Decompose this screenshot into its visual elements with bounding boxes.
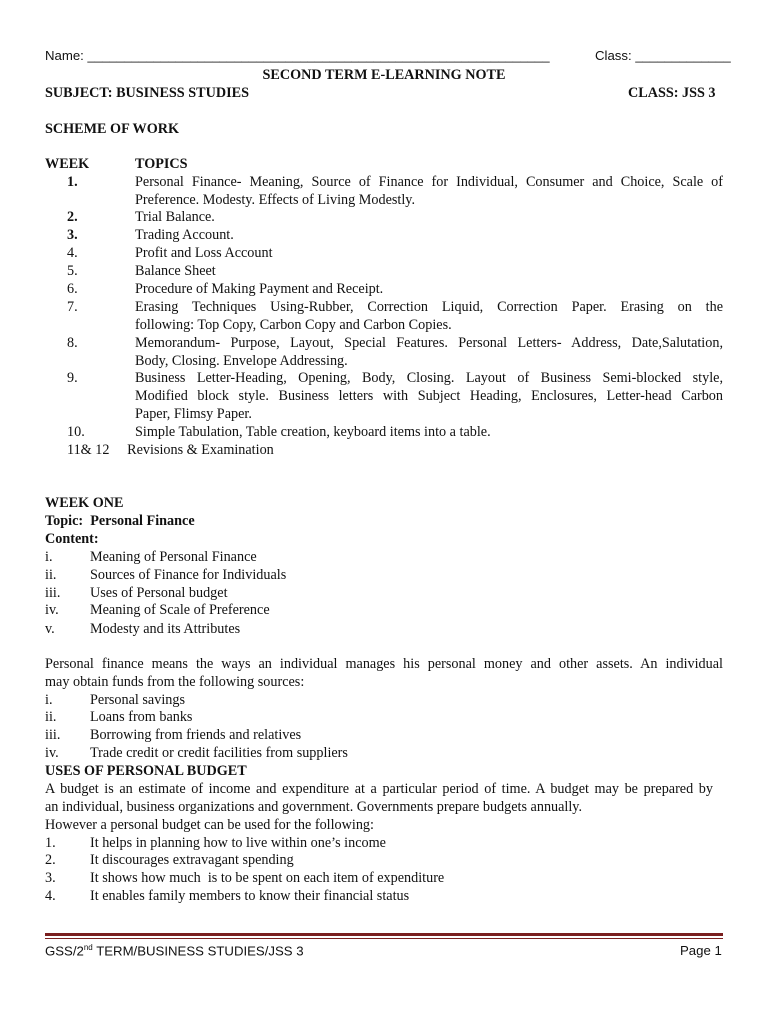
topic-line: Profit and Loss Account	[135, 245, 273, 261]
topic-line: Business Letter-Heading, Opening, Body, Closing. Layout of Business Semi-blocked style,	[135, 370, 723, 386]
footer-rule	[45, 933, 723, 936]
col-topics-header: TOPICS	[135, 156, 188, 172]
list-number: 2.	[45, 852, 56, 868]
week-number: 10.	[67, 424, 85, 440]
topic-line: Preference. Modesty. Effects of Living Modestly.	[135, 192, 415, 208]
col-week-header: WEEK	[45, 156, 90, 172]
topic-line: following: Top Copy, Carbon Copy and Carbon Copies.	[135, 317, 452, 333]
list-item: Uses of Personal budget	[90, 585, 228, 601]
topic-label: Topic: Personal Finance	[45, 513, 195, 529]
topic-line: Trading Account.	[135, 227, 234, 243]
paragraph-line: Personal finance means the ways an individual manages his personal money and other assets. An individual	[45, 656, 723, 672]
list-item: Personal savings	[90, 692, 185, 708]
subject-line: SUBJECT: BUSINESS STUDIES	[45, 85, 249, 101]
topic-line: Trial Balance.	[135, 209, 215, 225]
topic-line: Memorandum- Purpose, Layout, Special Features. Personal Letters- Address, Date,Salutation,	[135, 335, 723, 351]
topic-line: Balance Sheet	[135, 263, 216, 279]
scheme-heading: SCHEME OF WORK	[45, 121, 180, 137]
name-label: Name:	[45, 48, 88, 63]
list-number: iv.	[45, 602, 59, 618]
list-item: Trade credit or credit facilities from suppliers	[90, 745, 348, 761]
list-item: Sources of Finance for Individuals	[90, 567, 287, 583]
list-item: Loans from banks	[90, 709, 193, 725]
class-label: Class:	[595, 48, 636, 63]
week-number: 5.	[67, 263, 78, 279]
list-number: i.	[45, 549, 53, 565]
topic-line: Paper, Flimsy Paper.	[135, 406, 252, 422]
list-item: Borrowing from friends and relatives	[90, 727, 302, 743]
list-number: iii.	[45, 585, 61, 601]
list-number: iii.	[45, 727, 61, 743]
class-line: CLASS: JSS 3	[628, 85, 716, 101]
paragraph-line: However a personal budget can be used for the following:	[45, 817, 374, 833]
revision-row: 11& 12 Revisions & Examination	[67, 442, 274, 458]
topic-line: Body, Closing. Envelope Addressing.	[135, 353, 348, 369]
week-one-heading: WEEK ONE	[45, 495, 124, 511]
week-number: 2.	[67, 209, 78, 225]
topic-line: Simple Tabulation, Table creation, keyboard items into a table.	[135, 424, 491, 440]
list-item: Modesty and its Attributes	[90, 621, 241, 637]
footer-left	[45, 943, 304, 959]
list-number: v.	[45, 621, 55, 637]
footer-suffix: TERM/BUSINESS STUDIES/JSS 3	[92, 943, 304, 959]
topic-line: Erasing Techniques Using-Rubber, Correction Liquid, Correction Paper. Erasing on the	[135, 299, 723, 315]
content-label: Content:	[45, 531, 99, 547]
list-item: Meaning of Scale of Preference	[90, 602, 270, 618]
topic-line: Modified block style. Business letters with Subject Heading, Enclosures, Letter-head Carbon	[135, 388, 723, 404]
class-field	[595, 48, 731, 64]
list-item: It helps in planning how to live within one’s income	[90, 835, 386, 851]
paragraph-line: may obtain funds from the following sources:	[45, 674, 305, 690]
footer-prefix: GSS/2	[45, 943, 84, 959]
list-number: iv.	[45, 745, 59, 761]
footer-rule-thin	[45, 938, 723, 939]
page-number: Page 1	[680, 943, 722, 958]
week-number: 7.	[67, 299, 78, 315]
list-number: 3.	[45, 870, 56, 886]
week-number: 1.	[67, 174, 78, 190]
paragraph-line: A budget is an estimate of income and expenditure at a particular period of time. A budget may be prepared by	[45, 781, 713, 797]
week-number: 6.	[67, 281, 78, 297]
topic-line: Personal Finance- Meaning, Source of Finance for Individual, Consumer and Choice, Scale of	[135, 174, 723, 190]
list-number: 1.	[45, 835, 56, 851]
list-item: It shows how much is to be spent on each item of expenditure	[90, 870, 445, 886]
week-number: 9.	[67, 370, 78, 386]
list-number: ii.	[45, 567, 57, 583]
list-item: It enables family members to know their financial status	[90, 888, 410, 904]
week-number: 8.	[67, 335, 78, 351]
footer-sup: nd	[83, 943, 93, 952]
list-number: i.	[45, 692, 53, 708]
uses-heading: USES OF PERSONAL BUDGET	[45, 763, 247, 779]
name-field	[45, 48, 550, 64]
paragraph-line: an individual, business organizations and government. Governments prepare budgets annually.	[45, 799, 583, 815]
list-item: Meaning of Personal Finance	[90, 549, 257, 565]
doc-title: SECOND TERM E-LEARNING NOTE	[262, 67, 506, 83]
list-item: It discourages extravagant spending	[90, 852, 294, 868]
week-number: 4.	[67, 245, 78, 261]
week-number: 3.	[67, 227, 78, 243]
list-number: 4.	[45, 888, 56, 904]
class-blank: _____________	[635, 48, 731, 63]
list-number: ii.	[45, 709, 57, 725]
topic-line: Procedure of Making Payment and Receipt.	[135, 281, 384, 297]
name-blank: _______________________________________________________________	[87, 48, 550, 63]
